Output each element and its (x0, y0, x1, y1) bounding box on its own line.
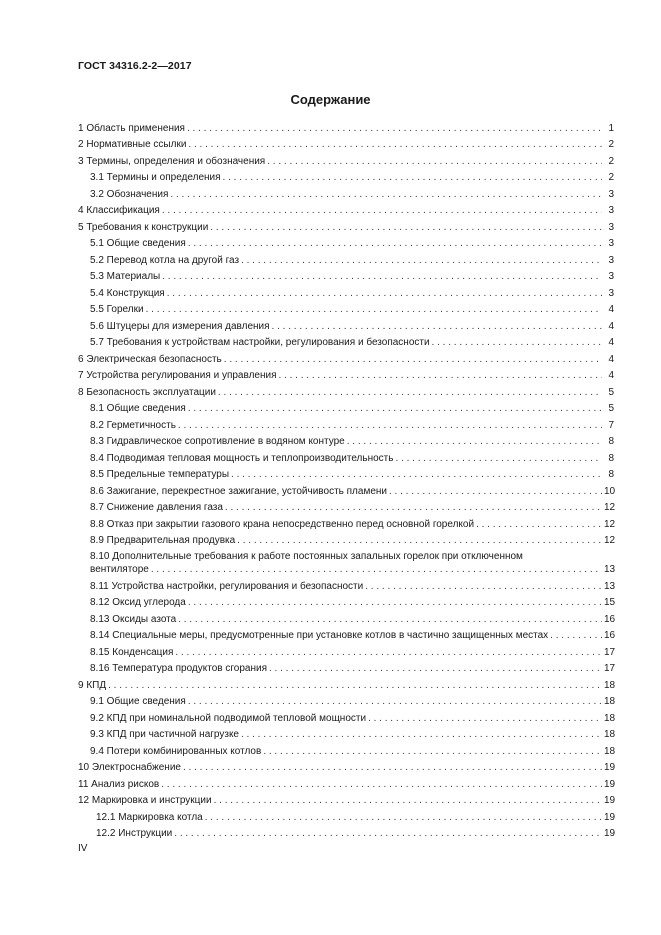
toc-entry[interactable] (78, 498, 614, 515)
toc-entry-page: 3 (608, 254, 614, 266)
page-title: Содержание (290, 92, 371, 107)
toc-entry[interactable] (78, 791, 614, 808)
toc-entry[interactable] (78, 135, 614, 152)
toc-entry[interactable] (78, 399, 614, 416)
leader-dots (365, 581, 602, 593)
toc-entry-page: 1 (608, 122, 614, 134)
toc-entry-page: 3 (608, 205, 614, 216)
toc-entry[interactable] (78, 217, 614, 234)
leader-dots (241, 729, 602, 741)
toc-entry-page: 10 (604, 485, 616, 497)
toc-entry-label: 12.2 Инструкции (96, 828, 173, 839)
toc-entry[interactable] (78, 432, 614, 449)
toc-entry[interactable] (78, 807, 614, 824)
toc-entry-label: 5.1 Общие сведения (90, 238, 186, 249)
toc-entry[interactable] (78, 692, 614, 709)
toc-entry-page: 19 (604, 762, 616, 773)
leader-dots (224, 354, 602, 366)
toc-entry-label: 9.1 Общие сведения (90, 696, 186, 707)
toc-entry[interactable] (78, 366, 614, 383)
toc-entry[interactable] (78, 659, 614, 676)
toc-entry-label: 3.1 Термины и определения (90, 172, 221, 183)
leader-dots (205, 812, 602, 824)
toc-entry-label: 8.16 Температура продуктов сгорания (90, 663, 267, 674)
toc-entry-page: 18 (604, 745, 616, 757)
leader-dots (167, 288, 602, 300)
toc-entry-label: 10 Электроснабжение (78, 762, 181, 773)
toc-entry-label: 12 Маркировка и инструкции (78, 795, 212, 806)
toc-entry-page: 2 (608, 139, 614, 150)
leader-dots (241, 255, 602, 267)
toc-entry[interactable] (78, 741, 614, 758)
toc-entry-page: 3 (608, 238, 614, 249)
toc-entry-page: 7 (608, 419, 614, 431)
toc-entry[interactable] (78, 465, 614, 482)
leader-dots (223, 172, 602, 184)
toc-entry-label: 8.12 Оксид углерода (90, 597, 186, 608)
toc-entry-label: 5.2 Перевод котла на другой газ (90, 254, 240, 266)
toc-entry-page: 16 (604, 613, 616, 625)
toc-entry[interactable] (78, 349, 614, 366)
leader-dots (108, 680, 602, 692)
leader-dots (368, 713, 602, 725)
toc-entry-label: 5.7 Требования к устройствам настройки, регулирования и безопасности (90, 337, 430, 348)
toc-entry[interactable] (78, 283, 614, 300)
toc-entry-label: 8.4 Подводимая тепловая мощность и теплопроизводительность (90, 452, 394, 464)
toc-entry-label: 9.2 КПД при номинальной подводимой тепловой мощности (90, 712, 367, 724)
toc-entry-label: 8.15 Конденсация (90, 646, 174, 658)
leader-dots (151, 563, 602, 576)
toc-entry[interactable] (78, 184, 614, 201)
toc-entry-page: 19 (604, 778, 616, 790)
toc-entry[interactable] (78, 725, 614, 742)
toc-entry[interactable] (78, 514, 614, 531)
toc-entry-label: 8.10 Дополнительные требования к работе постоянных запальных горелок при отключенном (90, 551, 523, 562)
toc-section-main (78, 118, 614, 547)
toc-entry-label: 7 Устройства регулирования и управления (78, 370, 277, 381)
leader-dots (389, 486, 602, 498)
toc-entry[interactable] (78, 626, 614, 643)
leader-dots (237, 535, 602, 547)
toc-entry[interactable] (78, 609, 614, 626)
leader-dots (174, 828, 602, 840)
toc-entry-label: 8.6 Зажигание, перекрестное зажигание, устойчивость пламени (90, 485, 387, 497)
toc-entry-label: 1 Область применения (78, 122, 185, 134)
leader-dots (432, 337, 602, 349)
leader-dots (263, 746, 602, 758)
leader-dots (178, 614, 602, 626)
toc-entry-label: 8.9 Предварительная продувка (90, 535, 236, 546)
toc-entry[interactable] (78, 316, 614, 333)
leader-dots (188, 403, 602, 415)
toc-entry-label: 9 КПД (78, 679, 107, 691)
toc-entry-page: 3 (608, 188, 614, 200)
toc-entry-page: 2 (608, 155, 614, 167)
toc-entry-label: 8.8 Отказ при закрытии газового крана непосредственно перед основной горелкой (90, 518, 475, 530)
toc-entry-page: 19 (604, 811, 616, 823)
toc-entry-label: 11 Анализ рисков (78, 778, 160, 790)
toc-entry[interactable] (78, 151, 614, 168)
toc-entry[interactable] (78, 576, 614, 593)
toc-entry-page: 5 (608, 403, 614, 414)
toc-entry-page: 4 (608, 353, 614, 365)
toc-entry-page: 12 (604, 518, 616, 530)
toc-entry-label: 5.5 Горелки (90, 304, 144, 315)
toc-entry-page: 18 (604, 679, 616, 691)
toc-entry-label: 2 Нормативные ссылки (78, 139, 187, 150)
toc-entry-label: 4 Классификация (78, 205, 160, 216)
toc-entry-page: 3 (608, 221, 614, 233)
toc-entry-page: 16 (604, 630, 616, 641)
toc-entry-label: 8 Безопасность эксплуатации (78, 386, 216, 398)
toc-entry-page: 18 (604, 729, 616, 740)
toc-entry[interactable] (78, 675, 614, 692)
toc-entry-page: 19 (604, 828, 616, 839)
toc-entry-label: 8.7 Снижение давления газа (90, 502, 223, 513)
toc-entry-page: 17 (604, 646, 616, 658)
toc-entry-page: 4 (608, 337, 614, 348)
leader-dots (476, 519, 602, 531)
toc-entry-label: 8.11 Устройства настройки, регулирования и безопасности (90, 580, 364, 592)
toc-section-rest (78, 576, 614, 840)
table-of-contents (78, 118, 614, 840)
toc-entry-page: 13 (604, 580, 616, 592)
toc-entry[interactable] (78, 201, 614, 218)
leader-dots (188, 139, 602, 151)
toc-entry-page: 19 (604, 795, 616, 806)
toc-entry-page: 12 (604, 535, 616, 546)
toc-entry-label: 8.2 Герметичность (90, 419, 176, 431)
toc-entry-page: 4 (608, 370, 614, 381)
leader-dots (188, 597, 602, 609)
toc-entry-label: 9.3 КПД при частичной нагрузке (90, 729, 239, 740)
toc-entry-page: 13 (604, 564, 616, 575)
leader-dots (183, 762, 602, 774)
leader-dots (225, 502, 602, 514)
toc-entry-8-10[interactable] (78, 547, 614, 576)
toc-entry[interactable] (78, 333, 614, 350)
toc-entry[interactable] (78, 448, 614, 465)
leader-dots (187, 123, 602, 135)
toc-entry[interactable] (78, 382, 614, 399)
toc-entry-label: 3.2 Обозначения (90, 188, 169, 200)
toc-entry-label: 5 Требования к конструкции (78, 221, 209, 233)
toc-entry-page: 4 (608, 320, 614, 332)
toc-entry[interactable] (78, 118, 614, 135)
leader-dots (347, 436, 602, 448)
toc-entry[interactable] (78, 415, 614, 432)
leader-dots (279, 370, 603, 382)
leader-dots (188, 238, 602, 250)
leader-dots (162, 205, 602, 217)
toc-entry-label: 8.5 Предельные температуры (90, 469, 230, 480)
toc-entry-label: 5.4 Конструкция (90, 287, 165, 299)
leader-dots (146, 304, 602, 316)
toc-entry-page: 18 (604, 712, 616, 724)
toc-entry[interactable] (78, 531, 614, 548)
leader-dots (272, 321, 602, 333)
toc-entry-label: 5.3 Материалы (90, 271, 161, 282)
toc-entry[interactable] (78, 824, 614, 841)
leader-dots (267, 156, 602, 168)
toc-entry-label: 6 Электрическая безопасность (78, 353, 222, 365)
page-number: IV (78, 843, 88, 854)
toc-entry[interactable] (78, 234, 614, 251)
toc-entry-label: 3 Термины, определения и обозначения (78, 155, 266, 167)
toc-entry-page: 8 (608, 436, 614, 447)
toc-entry-label: 9.4 Потери комбинированных котлов (90, 745, 262, 757)
toc-entry-page: 15 (604, 597, 616, 608)
toc-entry[interactable] (78, 708, 614, 725)
toc-entry-page: 5 (608, 386, 614, 398)
toc-entry-page: 3 (608, 271, 614, 282)
leader-dots (218, 387, 602, 399)
leader-dots (550, 630, 602, 642)
leader-dots (170, 189, 602, 201)
leader-dots (175, 647, 602, 659)
leader-dots (161, 779, 602, 791)
toc-entry-page: 3 (608, 287, 614, 299)
toc-entry-label: 8.3 Гидравлическое сопротивление в водяном контуре (90, 436, 345, 447)
toc-entry-label: 8.14 Специальные меры, предусмотренные при установке котлов в частично защищенных местах (90, 630, 549, 641)
toc-entry[interactable] (78, 300, 614, 317)
leader-dots (231, 469, 602, 481)
toc-entry-label: 8.1 Общие сведения (90, 403, 186, 414)
toc-entry-label-continued: вентиляторе (90, 564, 149, 575)
toc-entry[interactable] (78, 642, 614, 659)
toc-entry[interactable] (78, 774, 614, 791)
toc-entry[interactable] (78, 168, 614, 185)
leader-dots (269, 663, 602, 675)
toc-entry-page: 17 (604, 663, 616, 674)
toc-entry[interactable] (78, 593, 614, 610)
toc-entry-label: 12.1 Маркировка котла (96, 811, 203, 823)
toc-entry-page: 8 (608, 452, 614, 464)
leader-dots (214, 795, 602, 807)
toc-entry-page: 2 (608, 172, 614, 183)
toc-entry[interactable] (78, 250, 614, 267)
leader-dots (162, 271, 602, 283)
toc-entry-page: 12 (604, 502, 616, 513)
toc-entry[interactable] (78, 267, 614, 284)
toc-entry-label: 5.6 Штуцеры для измерения давления (90, 320, 270, 332)
leader-dots (188, 696, 602, 708)
toc-entry[interactable] (78, 758, 614, 775)
toc-entry-label: 8.13 Оксиды азота (90, 613, 177, 625)
toc-entry-page: 18 (604, 696, 616, 707)
leader-dots (178, 420, 602, 432)
toc-entry[interactable] (78, 481, 614, 498)
document-code: ГОСТ 34316.2-2—2017 (78, 60, 192, 72)
leader-dots (395, 453, 602, 465)
leader-dots (210, 222, 602, 234)
toc-entry-page: 4 (608, 304, 614, 315)
toc-entry-page: 8 (608, 469, 614, 480)
